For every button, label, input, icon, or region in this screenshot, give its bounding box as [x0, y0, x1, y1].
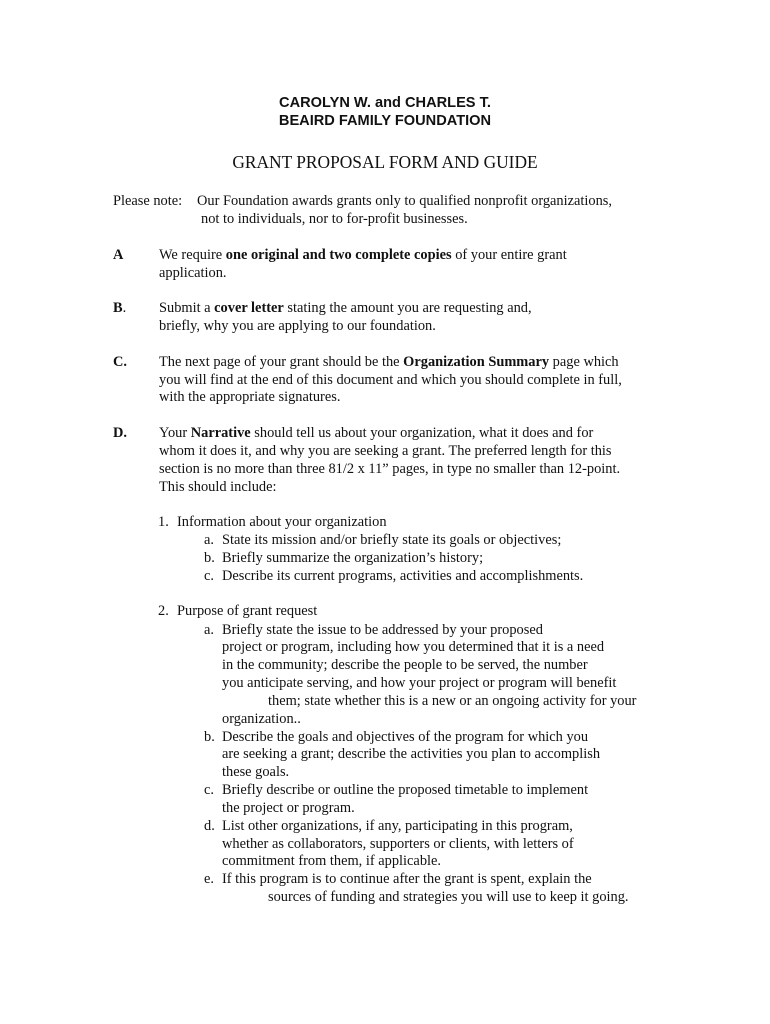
section-c-emphasis: Organization Summary: [403, 354, 550, 370]
list-item-line: you anticipate serving, and how your project or program will benefit: [222, 675, 617, 691]
list-item-letter: c.: [204, 782, 214, 798]
list-item-line: List other organizations, if any, participating in this program,: [222, 818, 573, 834]
section-c-line-3: with the appropriate signatures.: [159, 389, 341, 405]
org-name-line-1: CAROLYN W. and CHARLES T.: [279, 95, 491, 111]
note-line-2: not to individuals, nor to for-profit businesses.: [201, 211, 468, 227]
section-a-marker: A: [113, 247, 124, 263]
list-item-letter: e.: [204, 871, 214, 887]
section-d-marker: D.: [113, 425, 127, 441]
section-b-line-2: briefly, why you are applying to our foundation.: [159, 318, 436, 334]
list-item-letter: d.: [204, 818, 215, 834]
list-item-line: If this program is to continue after the grant is spent, explain the: [222, 871, 592, 887]
section-d-emphasis: Narrative: [190, 425, 251, 441]
section-b-line-1: Submit a cover letter stating the amount you are requesting and,: [159, 300, 532, 316]
list-item-line: these goals.: [222, 764, 290, 780]
list-item-line: in the community; describe the people to be served, the number: [222, 657, 588, 673]
list-item-line: sources of funding and strategies you will use to keep it going.: [268, 889, 629, 905]
list-item-letter: a.: [204, 532, 214, 548]
list-item-line: organization..: [222, 711, 301, 727]
section-d-line-3: section is no more than three 81/2 x 11” pages, in type no smaller than 12-point.: [159, 461, 621, 477]
section-c-line-2: you will find at the end of this document and which you should complete in full,: [159, 372, 622, 388]
list-item-line: are seeking a grant; describe the activities you plan to accomplish: [222, 746, 601, 762]
section-b-emphasis: cover letter: [214, 300, 284, 316]
section-c-marker: C.: [113, 354, 127, 370]
section-d-line-1: Your Narrative should tell us about your organization, what it does and for: [159, 425, 594, 441]
list-item-line: Briefly state the issue to be addressed by your proposed: [222, 622, 543, 638]
section-b-marker: B.: [113, 300, 127, 316]
section-d-line-2: whom it does it, and why you are seeking a grant. The preferred length for this: [159, 443, 612, 459]
list-item-letter: a.: [204, 622, 214, 638]
list-item-line: commitment from them, if applicable.: [222, 853, 441, 869]
document-title: GRANT PROPOSAL FORM AND GUIDE: [232, 152, 538, 172]
section-a-emphasis: one original and two complete copies: [225, 247, 452, 263]
note-line-1: Our Foundation awards grants only to qualified nonprofit organizations,: [197, 193, 612, 209]
section-c-line-1: The next page of your grant should be the Organization Summary page which: [159, 354, 619, 370]
list-item: Briefly summarize the organization’s history;: [222, 550, 484, 566]
list-item-line: project or program, including how you determined that it is a need: [222, 639, 605, 655]
list-item: Describe its current programs, activities and accomplishments.: [222, 568, 584, 584]
list-item-line: them; state whether this is a new or an ongoing activity for your: [268, 693, 637, 709]
list-item-line: whether as collaborators, supporters or clients, with letters of: [222, 836, 574, 852]
list-2-title: Purpose of grant request: [177, 603, 318, 619]
list-item-line: Describe the goals and objectives of the program for which you: [222, 729, 589, 745]
list-2-number: 2.: [158, 603, 169, 619]
list-item-letter: b.: [204, 729, 215, 745]
section-a-line-1: We require one original and two complete copies of your entire grant: [159, 247, 567, 263]
org-name-line-2: BEAIRD FAMILY FOUNDATION: [278, 113, 492, 129]
list-item-letter: c.: [204, 568, 214, 584]
list-item: State its mission and/or briefly state its goals or objectives;: [222, 532, 562, 548]
section-a-line-2: application.: [159, 265, 227, 281]
list-1-number: 1.: [158, 514, 169, 530]
section-d-line-4: This should include:: [159, 479, 277, 495]
list-item-line: the project or program.: [222, 800, 355, 816]
list-item-letter: b.: [204, 550, 215, 566]
list-item-line: Briefly describe or outline the proposed timetable to implement: [222, 782, 589, 798]
list-1-title: Information about your organization: [177, 514, 387, 530]
note-label: Please note:: [113, 193, 183, 209]
